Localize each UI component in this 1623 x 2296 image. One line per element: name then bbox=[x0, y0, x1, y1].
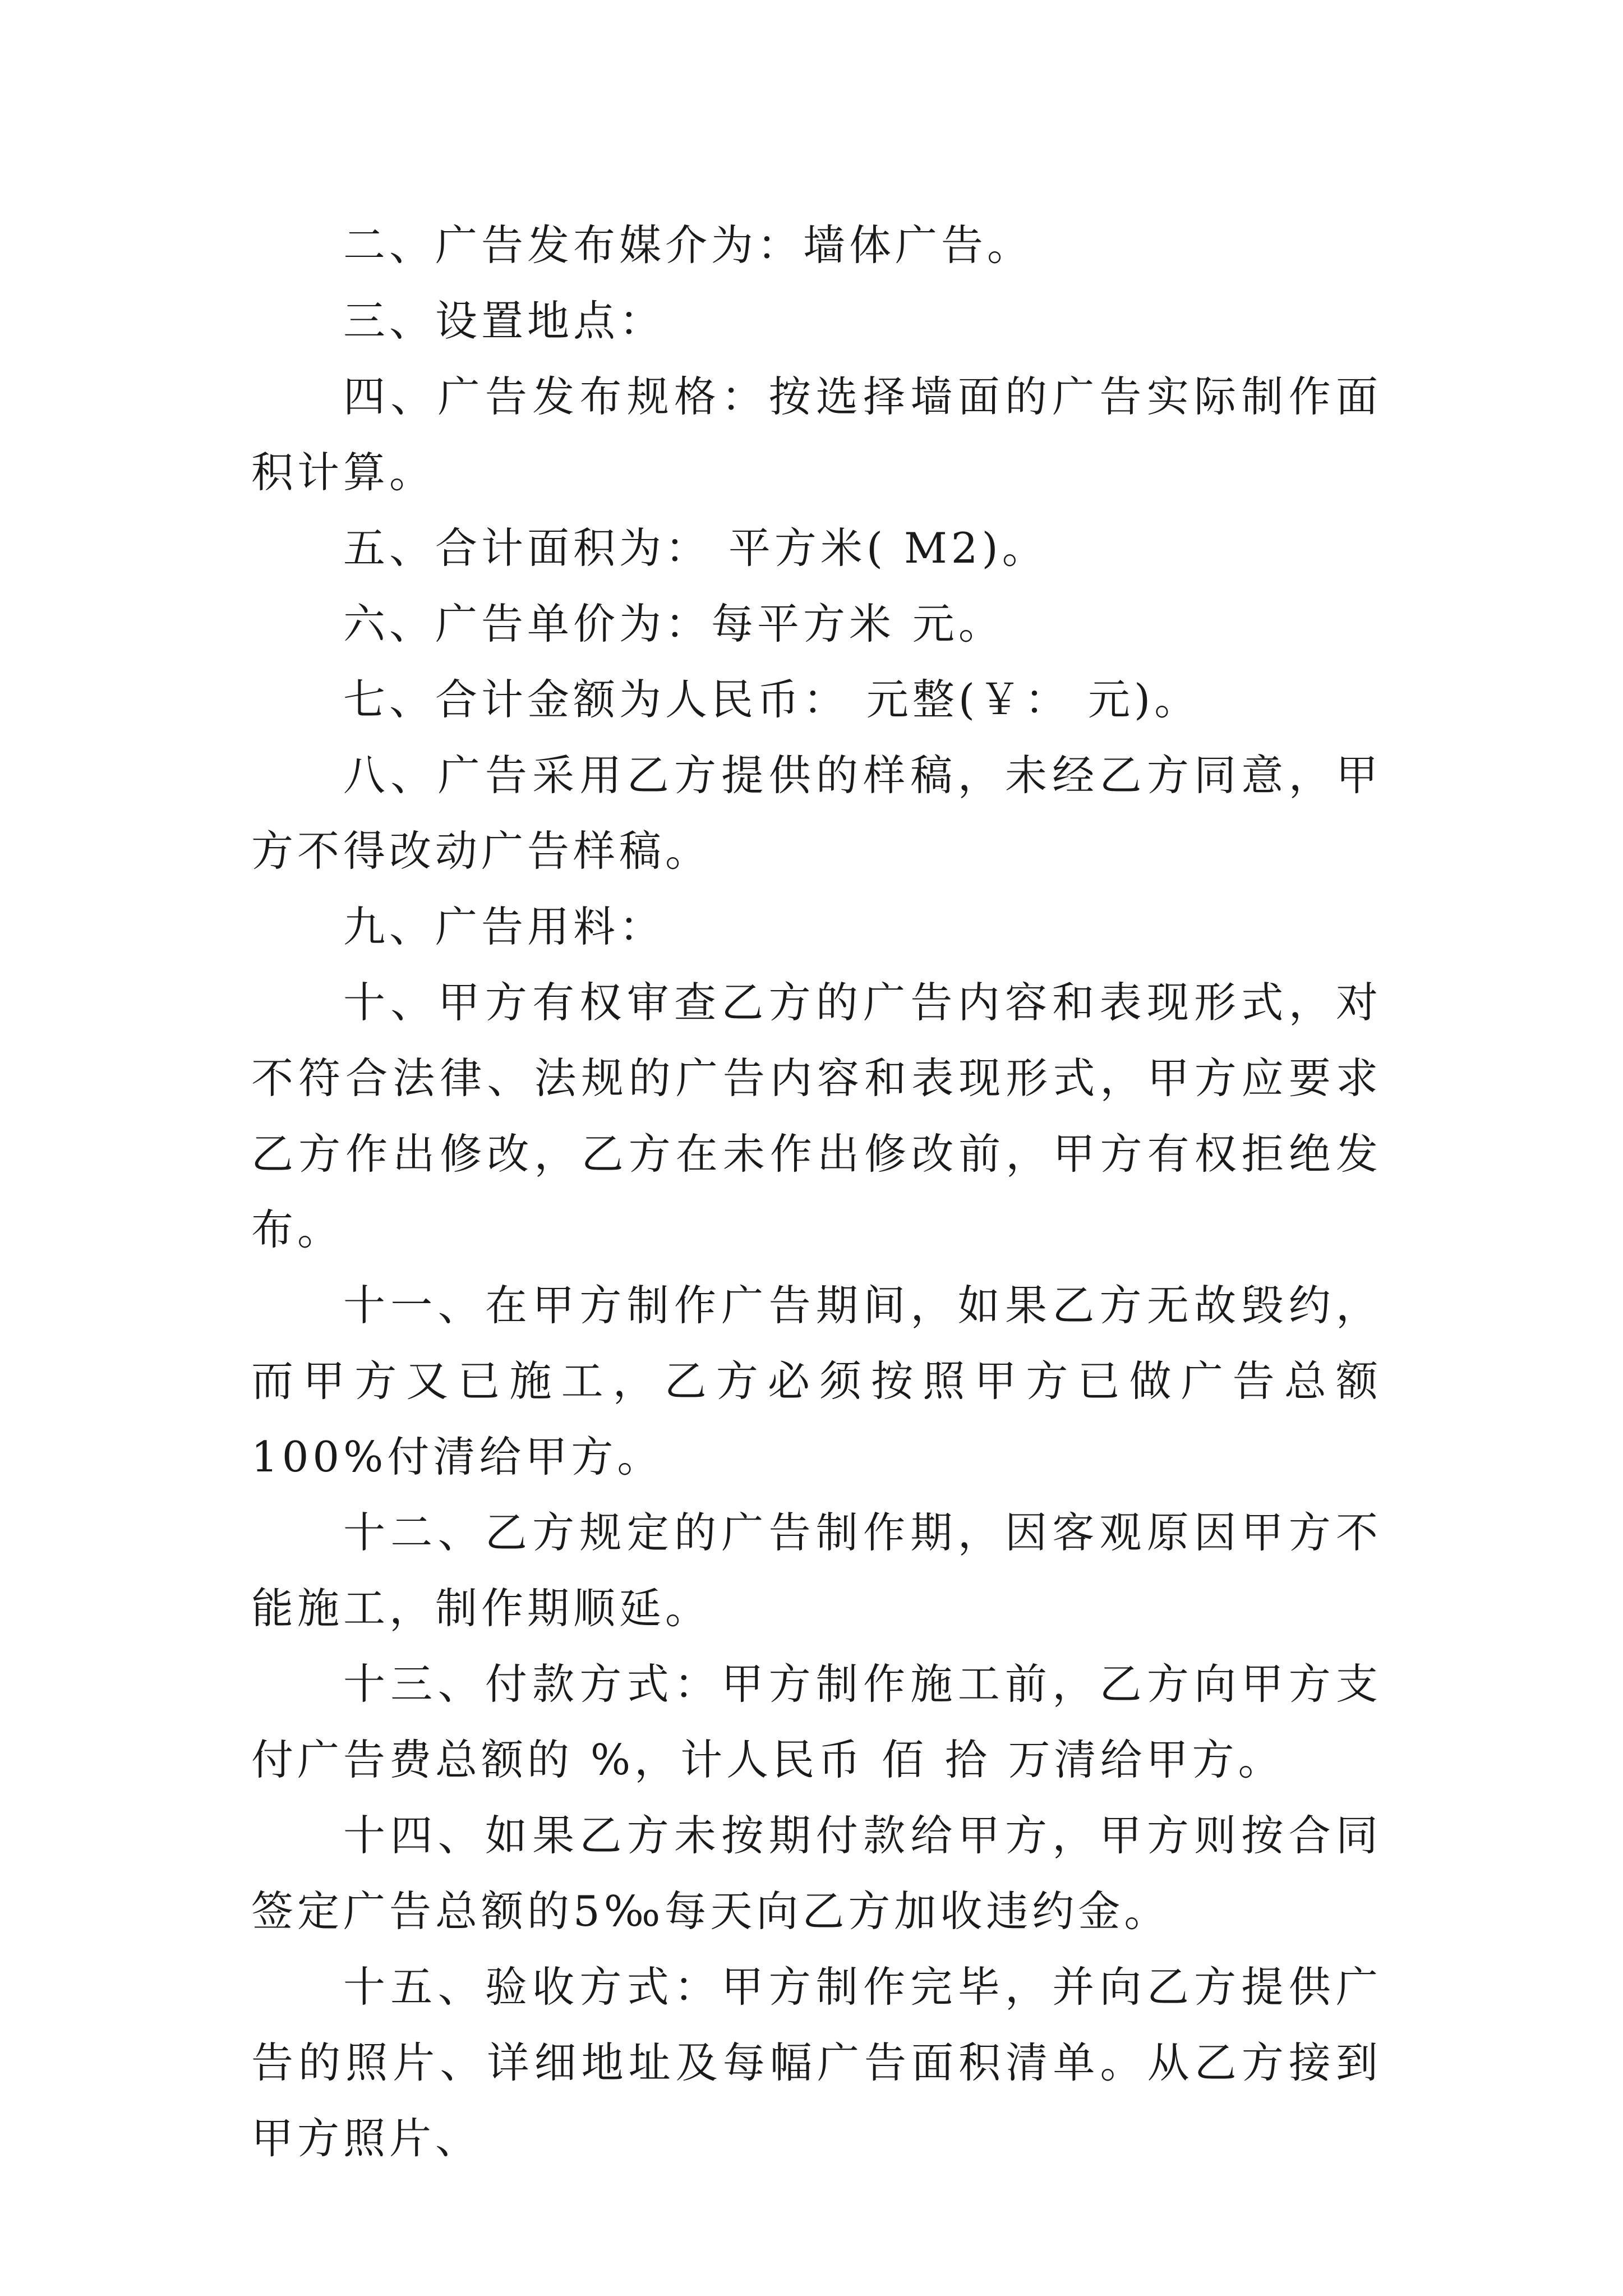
clause-5-total-area: 五、合计面积为： 平方米( M2)。 bbox=[343, 523, 1048, 573]
clause-3-location: 三、设置地点： bbox=[343, 296, 666, 346]
clause-4-specification: 四、广告发布规格：按选择墙面的广告实际制作面积计算。 bbox=[251, 372, 1382, 497]
clause-14-late-penalty: 十四、如果乙方未按期付款给甲方，甲方则按合同签定广告总额的5‰每天向乙方加收违约金。 bbox=[251, 1811, 1382, 1936]
clause-9-materials: 九、广告用料： bbox=[343, 902, 666, 951]
clause-6-unit-price: 六、广告单价为：每平方米 元。 bbox=[343, 599, 1004, 648]
clause-13-payment-method: 十三、付款方式：甲方制作施工前，乙方向甲方支付广告费总额的 %，计人民币 佰 拾 万清给甲方。 bbox=[251, 1659, 1382, 1784]
clause-10-review-rights: 十、甲方有权审查乙方的广告内容和表现形式，对不符合法律、法规的广告内容和表现形式，甲方应要求乙方作出修改，乙方在未作出修改前，甲方有权拒绝发布。 bbox=[251, 978, 1382, 1254]
clause-8-sample-draft: 八、广告采用乙方提供的样稿，未经乙方同意，甲方不得改动广告样稿。 bbox=[251, 751, 1382, 876]
clause-15-acceptance: 十五、验收方式：甲方制作完毕，并向乙方提供广告的照片、详细地址及每幅广告面积清单。从乙方接到甲方照片、 bbox=[251, 1962, 1382, 2163]
clause-7-total-amount: 七、合计金额为人民币： 元整(￥： 元)。 bbox=[343, 675, 1201, 724]
clause-11-breach: 十一、在甲方制作广告期间，如果乙方无故毁约，而甲方又已施工，乙方必须按照甲方已做广告总额100%付清给甲方。 bbox=[251, 1281, 1382, 1481]
contract-body bbox=[251, 208, 1382, 2177]
clause-2-media: 二、广告发布媒介为：墙体广告。 bbox=[343, 220, 1034, 270]
clause-12-production-period: 十二、乙方规定的广告制作期，因客观原因甲方不能施工，制作期顺延。 bbox=[251, 1508, 1382, 1633]
